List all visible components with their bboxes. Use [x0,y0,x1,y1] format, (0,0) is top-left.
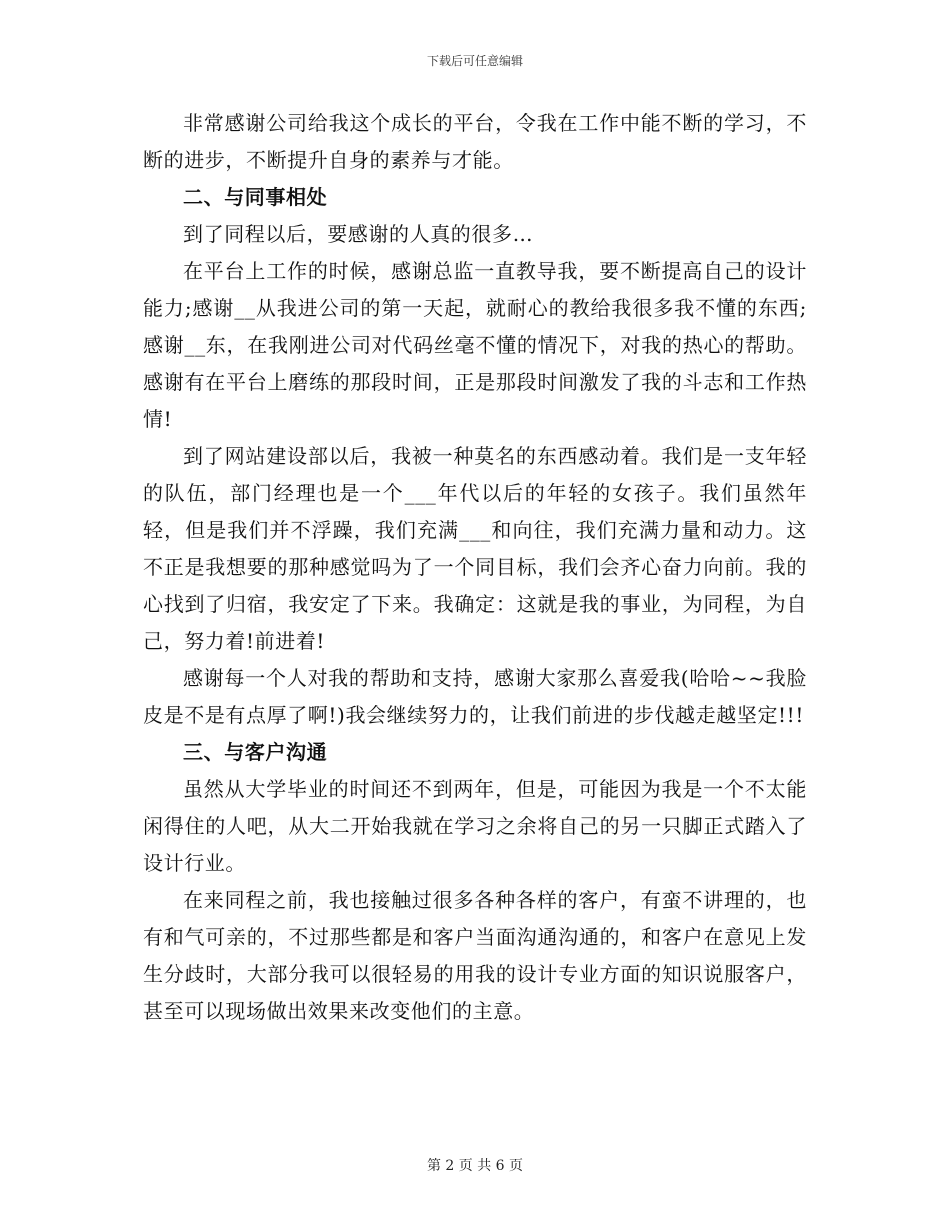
paragraph-3: 在平台上工作的时候，感谢总监一直教导我，要不断提高自己的设计能力;感谢__从我进公司的第一天起，就耐心的教给我很多我不懂的东西;感谢__东，在我刚进公司对代码丝毫不懂的情况下，对我的热心的帮助。感谢有在平台上磨练的那段时间，正是那段时间激发了我的斗志和工作热情! [143,259,807,431]
paragraph-7: 在来同程之前，我也接触过很多各种各样的客户，有蛮不讲理的，也有和气可亲的，不过那些都是和客户当面沟通沟通的，和客户在意见上发生分歧时，大部分我可以很轻易的用我的设计专业方面的知识说服客户，甚至可以现场做出效果来改变他们的主意。 [143,888,807,1023]
document-body [143,105,807,1030]
page-number-footer: 第 2 页 共 6 页 [426,1158,524,1174]
paragraph-4: 到了网站建设部以后，我被一种莫名的东西感动着。我们是一支年轻的队伍，部门经理也是一个___年代以后的年轻的女孩子。我们虽然年轻，但是我们并不浮躁，我们充满___和向往，我们充满力量和动力。这不正是我想要的那种感觉吗为了一个同目标，我们会齐心奋力向前。我的心找到了归宿，我安定了下来。我确定：这就是我的事业，为同程，为自己，努力着!前进着! [143,444,807,653]
paragraph-1: 非常感谢公司给我这个成长的平台，令我在工作中能不断的学习，不断的进步，不断提升自身的素养与才能。 [143,111,807,172]
section-heading-2: 二、与同事相处 [183,185,328,209]
section-heading-3: 三、与客户沟通 [183,740,328,764]
paragraph-2: 到了同程以后，要感谢的人真的很多… [183,222,534,246]
paragraph-5: 感谢每一个人对我的帮助和支持，感谢大家那么喜爱我(哈哈~~我脸皮是不是有点厚了啊!)我会继续努力的，让我们前进的步伐越走越坚定!!! [143,666,807,727]
paragraph-6: 虽然从大学毕业的时间还不到两年，但是，可能因为我是一个不太能闲得住的人吧，从大二开始我就在学习之余将自己的另一只脚正式踏入了设计行业。 [143,777,807,875]
page-header: 下载后可任意编辑 [426,54,523,68]
